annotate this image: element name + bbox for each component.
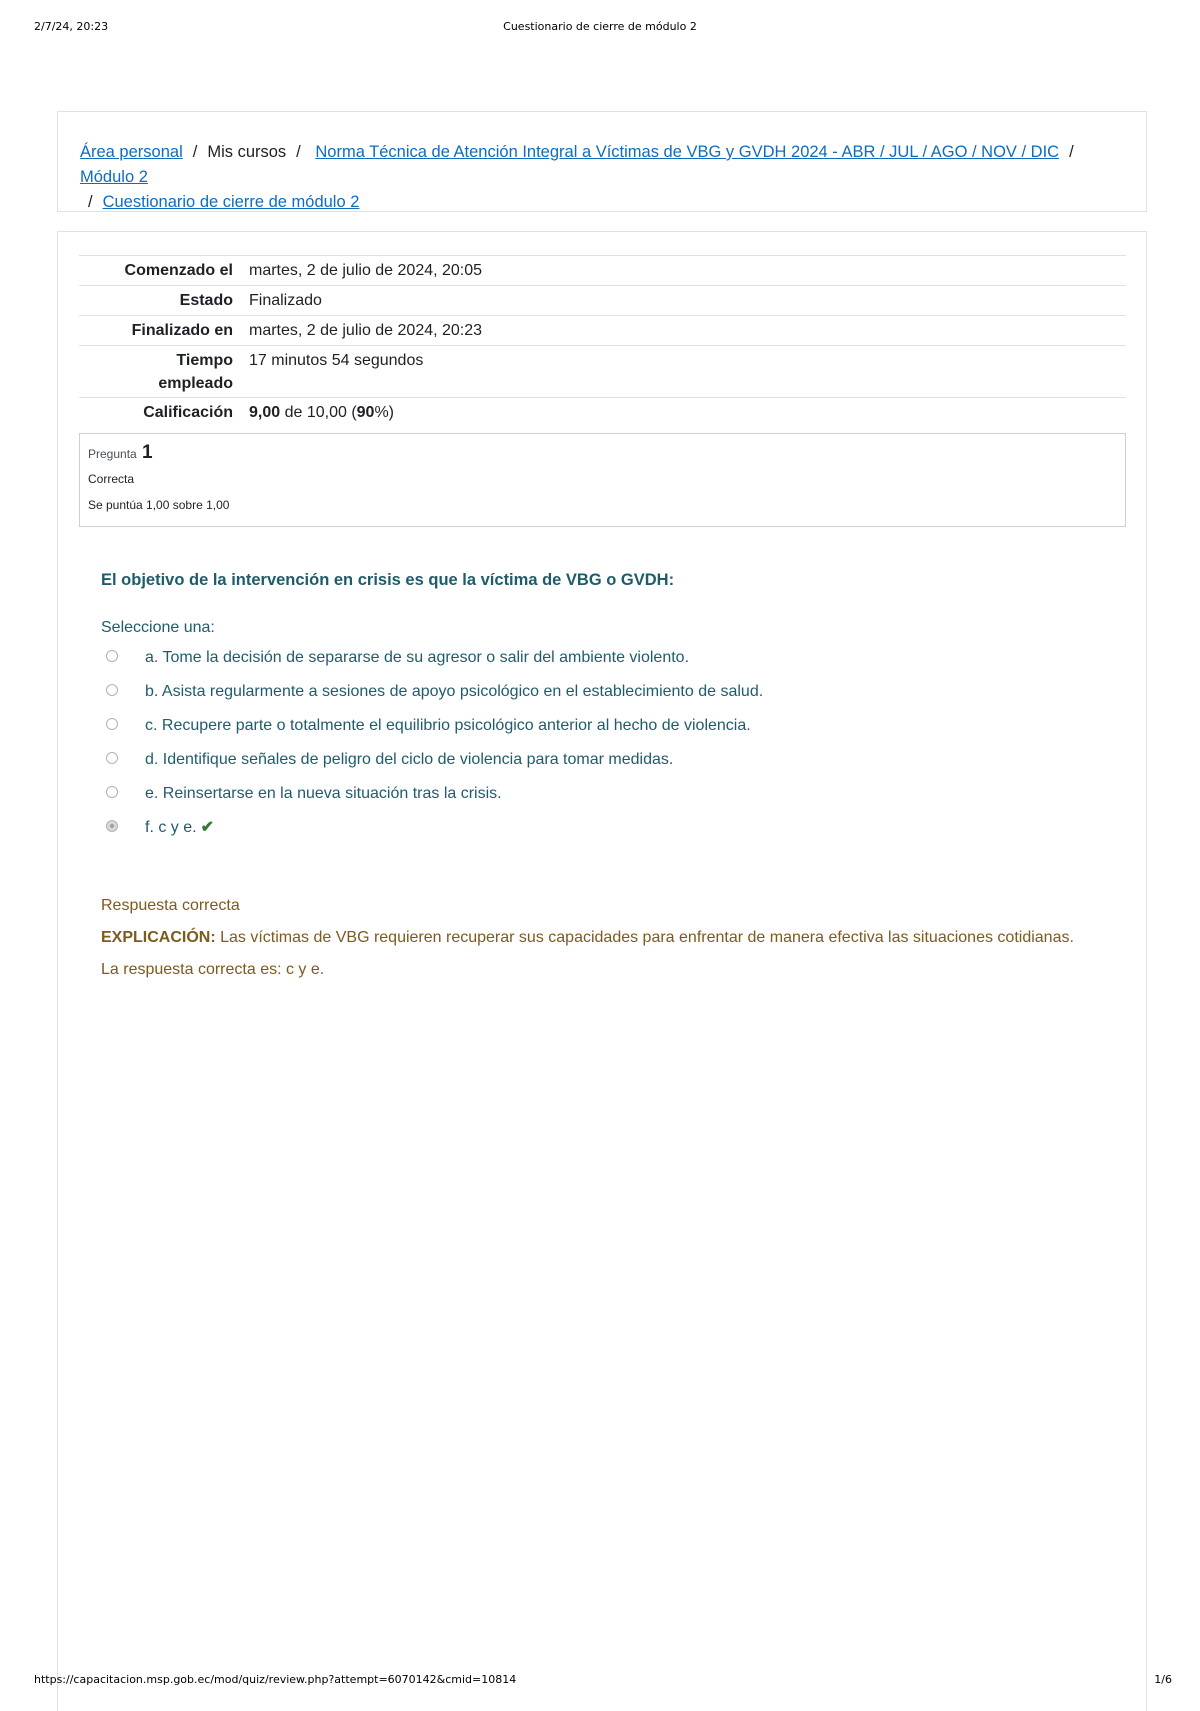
breadcrumb-course[interactable]: Norma Técnica de Atención Integral a Víctimas de VBG y GVDH 2024 - ABR / JUL / AGO / NOV / DIC [315, 143, 1060, 161]
started-value: martes, 2 de julio de 2024, 20:05 [249, 262, 483, 279]
time-value: 17 minutos 54 segundos [249, 352, 424, 369]
radio-button[interactable] [106, 718, 118, 730]
time-label-line-2: empleado [158, 375, 233, 392]
breadcrumb-separator: / [296, 143, 301, 161]
print-footer [0, 1673, 1200, 1693]
time-label [79, 346, 241, 398]
summary-row-started [79, 256, 1126, 286]
answer-text: d. Identifique señales de peligro del ciclo de violencia para tomar medidas. [145, 751, 674, 768]
answer-text: c. Recupere parte o totalmente el equilibrio psicológico anterior al hecho de violencia. [145, 717, 751, 734]
radio-button[interactable] [106, 650, 118, 662]
answer-option-f[interactable] [101, 817, 1101, 851]
answer-text: b. Asista regularmente a sesiones de apoyo psicológico en el establecimiento de salud. [145, 683, 764, 700]
radio-button-selected[interactable] [106, 820, 118, 832]
answer-option-a[interactable] [101, 647, 1101, 681]
time-label-line-1: Tiempo [176, 352, 233, 369]
state-label: Estado [179, 292, 233, 309]
question-state: Correcta [88, 472, 135, 486]
summary-row-finished [79, 316, 1126, 346]
print-title: Cuestionario de cierre de módulo 2 [503, 20, 697, 33]
summary-row-grade [79, 398, 1126, 428]
answer-option-b[interactable] [101, 681, 1101, 715]
answer-text: a. Tome la decisión de separarse de su agresor o salir del ambiente violento. [145, 649, 690, 666]
breadcrumb-module[interactable]: Módulo 2 [80, 168, 148, 186]
question-feedback [101, 895, 1131, 991]
radio-button[interactable] [106, 786, 118, 798]
grade-score: 9,00 [249, 404, 281, 421]
breadcrumb [57, 111, 1147, 212]
explanation-label: EXPLICACIÓN: [101, 929, 216, 946]
grade-value [241, 398, 1126, 428]
question-grade: Se puntúa 1,00 sobre 1,00 [88, 498, 230, 512]
question-label: Pregunta [88, 447, 137, 461]
breadcrumb-separator: / [88, 193, 93, 211]
grade-percent: 90 [356, 404, 375, 421]
check-icon: ✔ [200, 819, 214, 836]
breadcrumb-area-personal[interactable]: Área personal [80, 143, 183, 161]
print-url: https://capacitacion.msp.gob.ec/mod/quiz/review.php?attempt=6070142&cmid=10814 [34, 1673, 517, 1686]
feedback-result: Respuesta correcta [101, 897, 240, 914]
answer-option-d[interactable] [101, 749, 1101, 783]
answer-text: f. c y e. [145, 819, 197, 836]
answer-option-c[interactable] [101, 715, 1101, 749]
radio-button[interactable] [106, 752, 118, 764]
answer-text: e. Reinsertarse en la nueva situación tras la crisis. [145, 785, 502, 802]
question-number: 1 [142, 442, 153, 463]
feedback-explanation [101, 927, 1131, 959]
grade-label: Calificación [143, 404, 233, 421]
answer-text-wrap [145, 817, 214, 839]
explanation-text: Las víctimas de VBG requieren recuperar sus capacidades para enfrentar de manera efectiva las situaciones cotidianas. [215, 929, 1074, 946]
radio-button[interactable] [106, 684, 118, 696]
quiz-summary-table [79, 255, 1126, 427]
breadcrumb-separator: / [1069, 143, 1074, 161]
summary-row-state [79, 286, 1126, 316]
summary-row-time [79, 346, 1126, 398]
question-text: El objetivo de la intervención en crisis es que la víctima de VBG o GVDH: [101, 571, 675, 589]
breadcrumb-quiz[interactable]: Cuestionario de cierre de módulo 2 [102, 193, 360, 211]
finished-label: Finalizado en [131, 322, 233, 339]
grade-mid: de 10,00 ( [280, 404, 357, 421]
breadcrumb-separator: / [192, 143, 198, 161]
print-header [0, 20, 1200, 40]
print-page-number: 1/6 [1154, 1673, 1172, 1686]
state-value: Finalizado [249, 292, 322, 309]
grade-end: %) [374, 404, 394, 421]
started-label: Comenzado el [124, 262, 233, 279]
print-date: 2/7/24, 20:23 [34, 20, 109, 33]
answer-list [101, 647, 1101, 851]
question-info [79, 433, 1126, 527]
answer-option-e[interactable] [101, 783, 1101, 817]
breadcrumb-mis-cursos: Mis cursos [207, 143, 287, 161]
feedback-correct-answer: La respuesta correcta es: c y e. [101, 961, 325, 978]
finished-value: martes, 2 de julio de 2024, 20:23 [249, 322, 483, 339]
question-number-line [88, 442, 1117, 464]
answer-prompt: Seleccione una: [101, 619, 215, 636]
